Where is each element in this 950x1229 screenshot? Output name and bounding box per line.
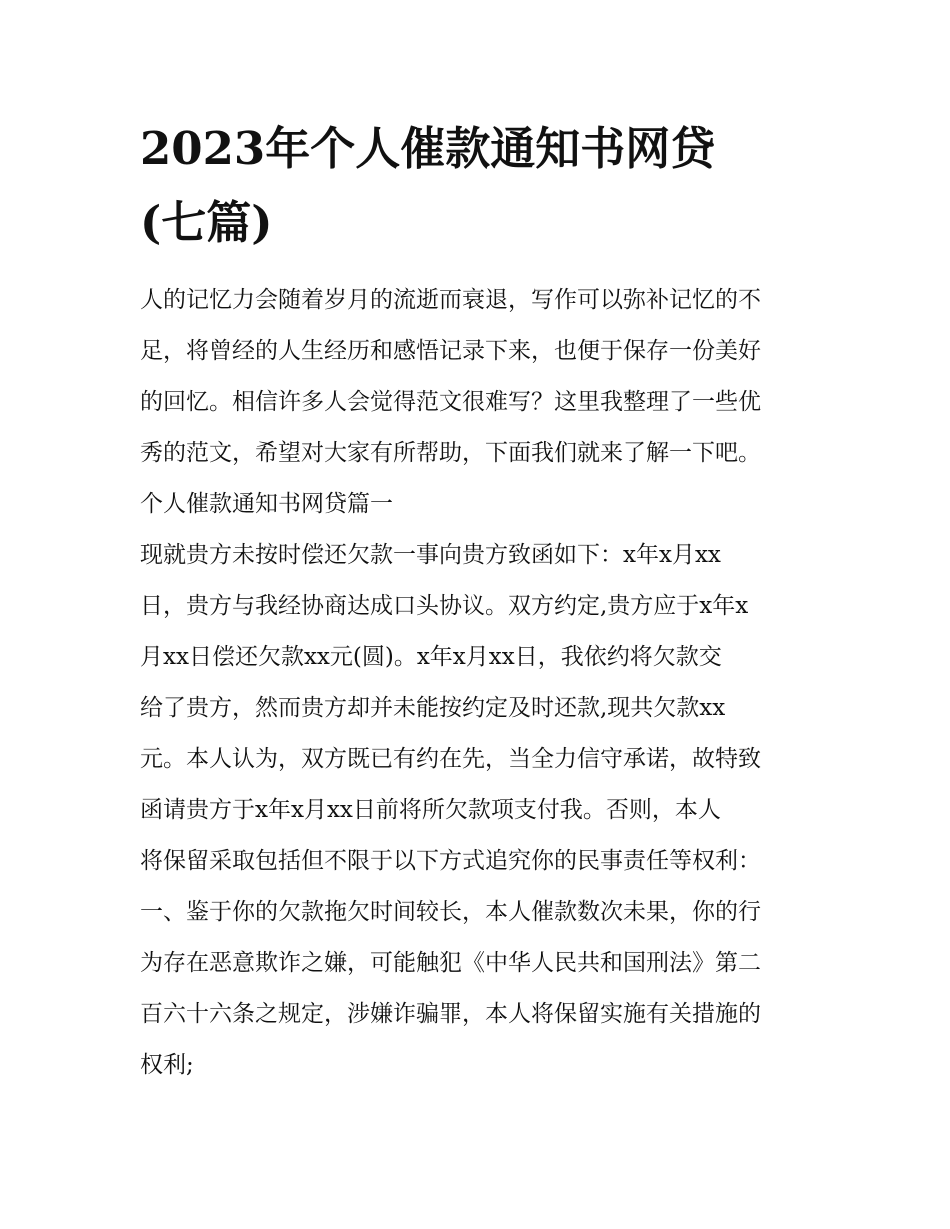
document-title: [140, 112, 820, 260]
letter-line-2: 日，贵方与我经协商达成口头协议。双方约定,贵方应于x年x: [140, 593, 749, 619]
letter-line-4: 给了贵方，然而贵方却并未能按约定及时还款,现共欠款xx: [140, 695, 726, 721]
letter-line-9: 为存在恶意欺诈之嫌，可能触犯《中华人民共和国刑法》第二: [140, 950, 761, 976]
letter-line-3: 月xx日偿还欠款xx元(圆)。x年x月xx日，我依约将欠款交: [140, 644, 722, 670]
intro-line-4: 秀的范文，希望对大家有所帮助，下面我们就来了解一下吧。: [140, 440, 761, 466]
title-line-2: (七篇): [140, 196, 273, 249]
document-body: [140, 275, 820, 1091]
intro-line-1: 人的记忆力会随着岁月的流逝而衰退，写作可以弥补记忆的不: [140, 287, 761, 313]
intro-line-2: 足，将曾经的人生经历和感悟记录下来，也便于保存一份美好: [140, 338, 761, 364]
letter-line-1: 现就贵方未按时偿还欠款一事向贵方致函如下：x年x月xx: [140, 542, 721, 568]
letter-line-10: 百六十六条之规定，涉嫌诈骗罪，本人将保留实施有关措施的: [140, 1001, 761, 1027]
letter-line-7: 将保留采取包括但不限于以下方式追究你的民事责任等权利：: [140, 848, 761, 874]
title-line-1: 2023年个人催款通知书网贷: [140, 122, 716, 175]
letter-line-8: 一、鉴于你的欠款拖欠时间较长，本人催款数次未果，你的行: [140, 899, 761, 925]
letter-line-5: 元。本人认为，双方既已有约在先，当全力信守承诺，故特致: [140, 746, 761, 772]
letter-line-6: 函请贵方于x年x月xx日前将所欠款项支付我。否则，本人: [140, 797, 721, 823]
section-heading: 个人催款通知书网贷篇一: [140, 491, 393, 517]
intro-line-3: 的回忆。相信许多人会觉得范文很难写？这里我整理了一些优: [140, 389, 761, 415]
letter-line-11: 权利;: [140, 1052, 194, 1078]
